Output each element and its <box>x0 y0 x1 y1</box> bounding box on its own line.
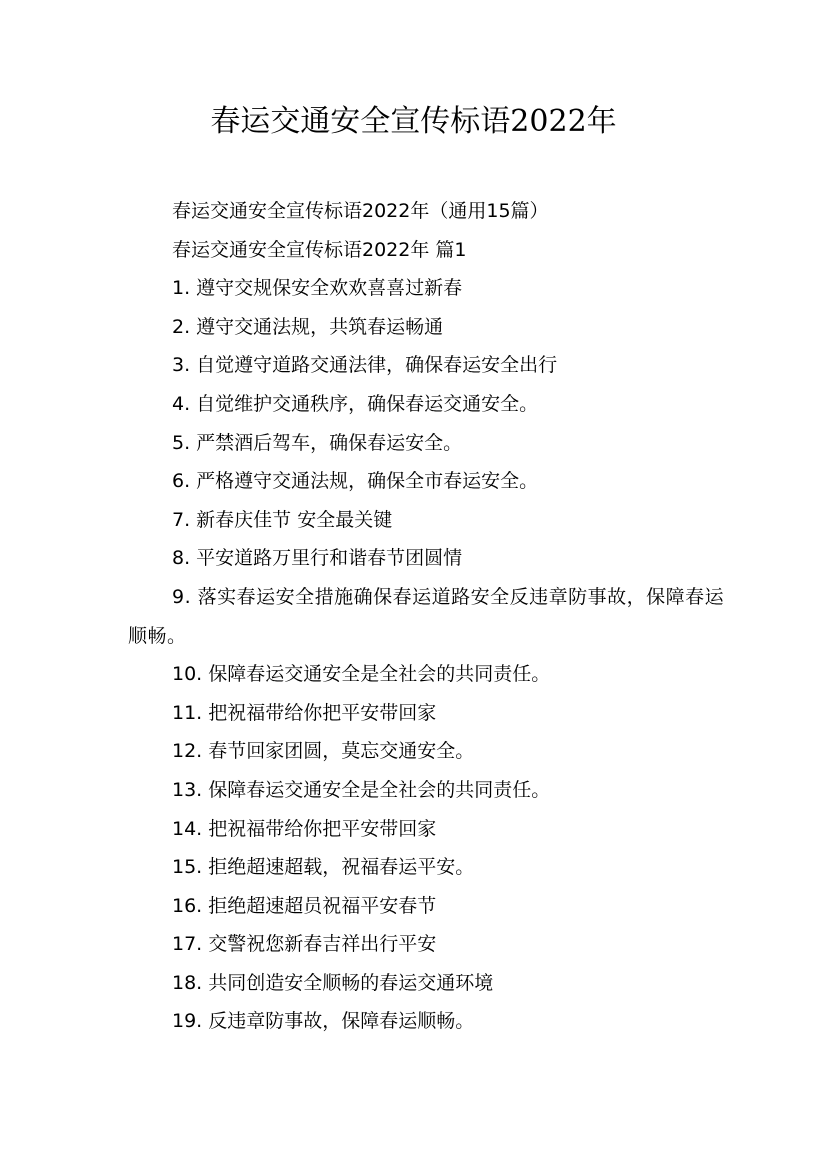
document-title: 春运交通安全宣传标语2022年 <box>210 104 617 139</box>
slogan-item: 7. 新春庆佳节 安全最关键 <box>172 508 393 531</box>
slogan-item: 12. 春节回家团圆，莫忘交通安全。 <box>172 740 475 763</box>
slogan-item: 4. 自觉维护交通秩序，确保春运交通安全。 <box>172 392 539 415</box>
slogan-item: 6. 严格遵守交通法规，确保全市春运安全。 <box>172 470 539 493</box>
slogan-item: 15. 拒绝超速超载，祝福春运平安。 <box>172 856 475 879</box>
intro-line: 春运交通安全宣传标语2022年（通用15篇） <box>172 200 549 222</box>
slogan-item: 13. 保障春运交通安全是全社会的共同责任。 <box>172 778 551 801</box>
slogan-item: 5. 严禁酒后驾车，确保春运安全。 <box>172 431 463 454</box>
slogan-item: 11. 把祝福带给你把平安带回家 <box>172 701 437 724</box>
slogan-item: 19. 反违章防事故，保障春运顺畅。 <box>172 1010 475 1033</box>
slogan-item: 18. 共同创造安全顺畅的春运交通环境 <box>172 971 494 994</box>
slogan-item: 9. 落实春运安全措施确保春运道路安全反违章防事故，保障春运顺畅。 <box>128 585 725 647</box>
slogan-item: 3. 自觉遵守道路交通法律，确保春运安全出行 <box>172 354 558 377</box>
slogan-item: 17. 交警祝您新春吉祥出行平安 <box>172 933 437 956</box>
slogan-item: 14. 把祝福带给你把平安带回家 <box>172 817 437 840</box>
document-body <box>128 192 728 1041</box>
slogan-item: 2. 遵守交通法规，共筑春运畅通 <box>172 315 444 338</box>
slogan-item: 10. 保障春运交通安全是全社会的共同责任。 <box>172 663 551 686</box>
slogan-item: 1. 遵守交规保安全欢欢喜喜过新春 <box>172 277 463 300</box>
slogan-item: 16. 拒绝超速超员祝福平安春节 <box>172 894 437 917</box>
slogan-item: 8. 平安道路万里行和谐春节团圆情 <box>172 547 463 570</box>
section-heading: 春运交通安全宣传标语2022年 篇1 <box>172 238 467 261</box>
